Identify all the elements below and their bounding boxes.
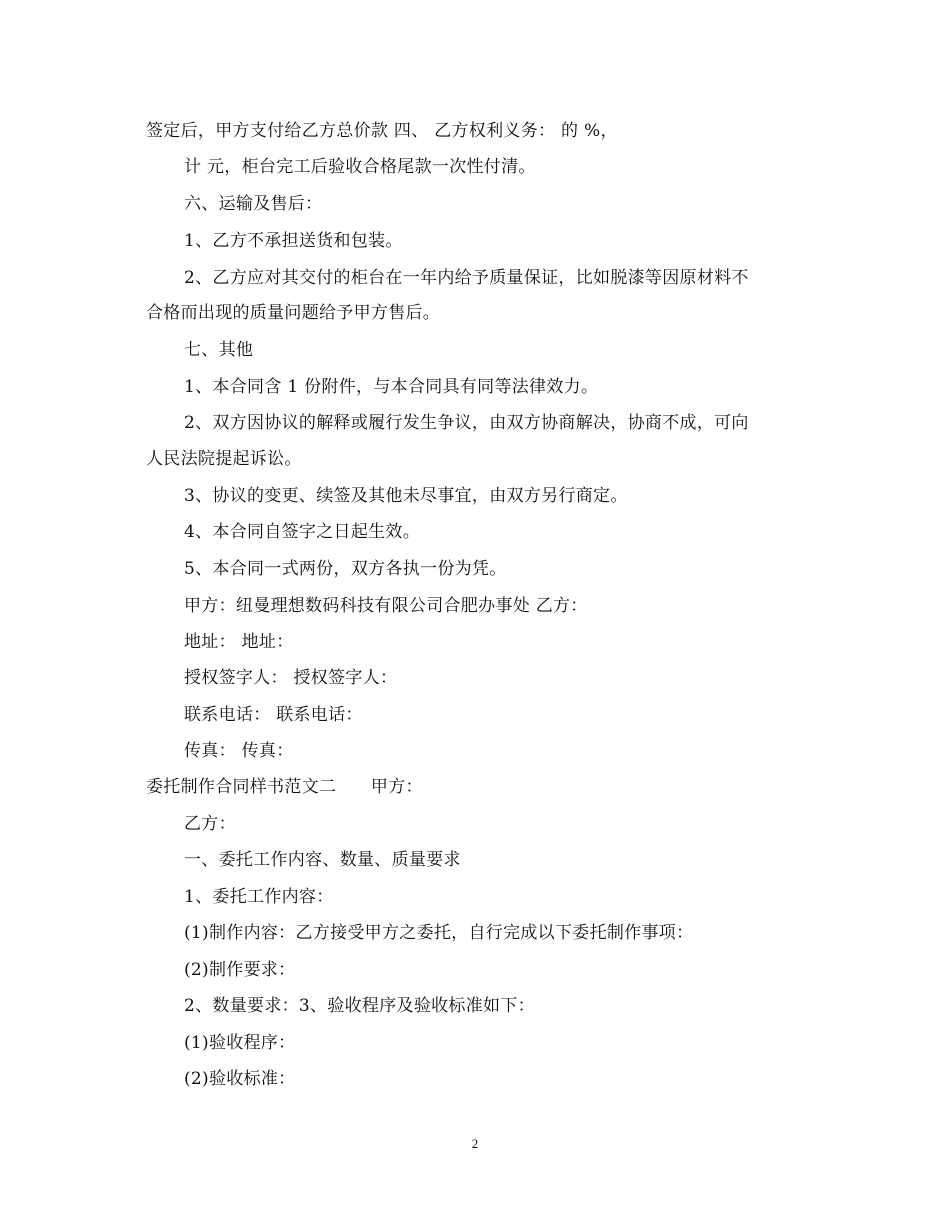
signature-line: 地址： 地址： — [184, 632, 294, 652]
text-line: (1)制作内容：乙方接受甲方之委托，自行完成以下委托制作事项： — [184, 923, 694, 943]
section-heading: 六、运输及售后： — [184, 194, 323, 214]
text-line: 2、乙方应对其交付的柜台在一年内给予质量保证，比如脱漆等因原材料不 — [184, 268, 749, 288]
text-line: 人民法院提起诉讼。 — [146, 449, 302, 469]
text-line: 1、委托工作内容： — [184, 887, 334, 907]
document-title: 委托制作合同样书范文二 甲方： — [146, 777, 423, 797]
text-line: (2)制作要求： — [184, 960, 296, 980]
text-line: 2、数量要求：3、验收程序及验收标准如下： — [184, 996, 535, 1016]
text-line: 3、协议的变更、续签及其他未尽事宜，由双方另行商定。 — [184, 486, 628, 506]
text-line: 乙方： — [184, 814, 236, 834]
signature-line: 传真： 传真： — [184, 741, 294, 761]
text-line: 计 元，柜台完工后验收合格尾款一次性付清。 — [184, 157, 536, 177]
text-line: 2、双方因协议的解释或履行发生争议，由双方协商解决，协商不成，可向 — [184, 413, 749, 433]
signature-line: 联系电话： 联系电话： — [184, 705, 363, 725]
text-line: (1)验收程序： — [184, 1033, 296, 1053]
text-line: 1、本合同含 1 份附件，与本合同具有同等法律效力。 — [184, 377, 599, 397]
signature-line: 授权签字人： 授权签字人： — [184, 668, 398, 688]
signature-line: 甲方：纽曼理想数码科技有限公司合肥办事处 乙方： — [184, 596, 588, 616]
section-heading: 一、委托工作内容、数量、质量要求 — [184, 850, 461, 870]
text-line: 签定后，甲方支付给乙方总价款 四、 乙方权利义务： 的 %， — [146, 121, 618, 141]
text-line: 4、本合同自签字之日起生效。 — [184, 522, 421, 542]
text-line: 1、乙方不承担送货和包装。 — [184, 231, 403, 251]
section-heading: 七、其他 — [184, 340, 254, 360]
text-line: 5、本合同一式两份，双方各执一份为凭。 — [184, 559, 507, 579]
page-number: 2 — [471, 1136, 479, 1151]
text-line: 合格而出现的质量问题给予甲方售后。 — [146, 303, 441, 323]
text-line: (2)验收标准： — [184, 1069, 296, 1089]
